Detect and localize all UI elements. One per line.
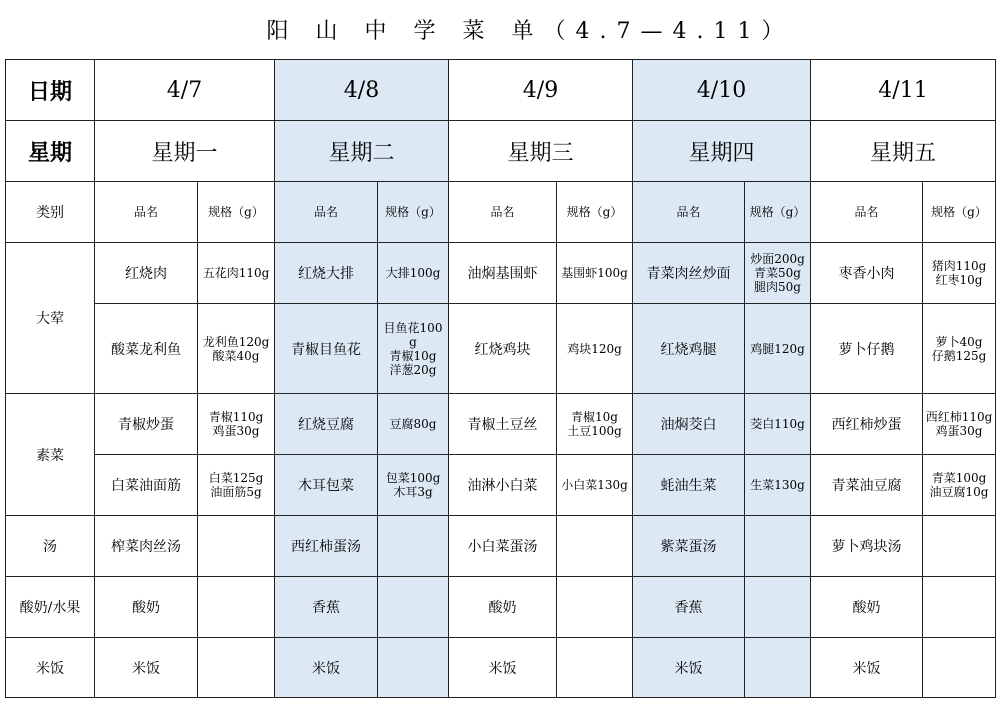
spec-line: 木耳3g bbox=[393, 485, 433, 499]
empty-spec bbox=[378, 516, 449, 577]
empty-spec bbox=[745, 577, 811, 638]
soup-name: 萝卜鸡块汤 bbox=[811, 516, 923, 577]
spec-line: 鸡腿120g bbox=[750, 341, 805, 356]
dish-name: 红烧肉 bbox=[95, 243, 198, 304]
spec-line: 青菜100g bbox=[931, 471, 987, 485]
empty-spec bbox=[198, 516, 275, 577]
spec-line: 青椒10g bbox=[571, 410, 618, 424]
empty-spec bbox=[198, 638, 275, 698]
dish-spec bbox=[198, 304, 275, 394]
rice-name: 米饭 bbox=[275, 638, 378, 698]
category-header: 类别 bbox=[6, 182, 95, 243]
veg-row-2 bbox=[6, 455, 996, 516]
fruit-name: 酸奶 bbox=[811, 577, 923, 638]
category-fruit: 酸奶/水果 bbox=[6, 577, 95, 638]
category-soup: 汤 bbox=[6, 516, 95, 577]
spec-header: 规格（g） bbox=[745, 182, 811, 243]
rice-name: 米饭 bbox=[449, 638, 557, 698]
empty-spec bbox=[198, 577, 275, 638]
dish-name: 油焖基围虾 bbox=[449, 243, 557, 304]
dish-spec bbox=[198, 455, 275, 516]
category-rice: 米饭 bbox=[6, 638, 95, 698]
dish-spec bbox=[923, 304, 996, 394]
item-header: 品名 bbox=[811, 182, 923, 243]
spec-line: 土豆100g bbox=[567, 424, 622, 438]
spec-line: 小白菜130g bbox=[561, 478, 628, 492]
rice-name: 米饭 bbox=[633, 638, 745, 698]
spec-line: 豆腐80g bbox=[389, 417, 437, 431]
dish-name: 红烧鸡腿 bbox=[633, 304, 745, 394]
dish-spec bbox=[923, 455, 996, 516]
page-title: 阳 山 中 学 菜 单（4.7—4.11） bbox=[266, 19, 794, 44]
spec-line: 萝卜40g bbox=[935, 334, 983, 349]
veg-row-1 bbox=[6, 394, 996, 455]
weekday-row bbox=[6, 121, 996, 182]
empty-spec bbox=[557, 638, 633, 698]
spec-line: 鸡蛋30g bbox=[212, 424, 260, 438]
dish-name: 红烧鸡块 bbox=[449, 304, 557, 394]
soup-row bbox=[6, 516, 996, 577]
dish-spec bbox=[378, 455, 449, 516]
empty-spec bbox=[378, 577, 449, 638]
category-meat: 大荤 bbox=[6, 243, 95, 394]
meat-row-1 bbox=[6, 243, 996, 304]
dish-name: 萝卜仔鹅 bbox=[811, 304, 923, 394]
spec-line: 龙利鱼120g bbox=[202, 334, 270, 349]
dish-name: 蚝油生菜 bbox=[633, 455, 745, 516]
menu-table bbox=[5, 59, 996, 698]
date-cell: 4/7 bbox=[95, 60, 275, 121]
dish-spec bbox=[557, 455, 633, 516]
soup-name: 西红柿蛋汤 bbox=[275, 516, 378, 577]
date-cell: 4/8 bbox=[275, 60, 449, 121]
date-label: 日期 bbox=[6, 60, 95, 121]
dish-name: 青菜肉丝炒面 bbox=[633, 243, 745, 304]
empty-spec bbox=[557, 577, 633, 638]
fruit-name: 香蕉 bbox=[633, 577, 745, 638]
dish-spec bbox=[557, 243, 633, 304]
dish-name: 青菜油豆腐 bbox=[811, 455, 923, 516]
dish-spec bbox=[745, 243, 811, 304]
dish-spec bbox=[745, 455, 811, 516]
spec-line: 五花肉110g bbox=[202, 266, 270, 280]
dish-name: 青椒土豆丝 bbox=[449, 394, 557, 455]
spec-line: 仔鹅125g bbox=[931, 348, 987, 363]
spec-line: 包菜100g bbox=[385, 471, 441, 485]
rice-name: 米饭 bbox=[811, 638, 923, 698]
spec-line: 猪肉110g bbox=[931, 259, 987, 273]
dish-spec bbox=[378, 243, 449, 304]
soup-name: 小白菜蛋汤 bbox=[449, 516, 557, 577]
dish-name: 枣香小肉 bbox=[811, 243, 923, 304]
date-cell: 4/10 bbox=[633, 60, 811, 121]
dish-spec bbox=[557, 394, 633, 455]
fruit-row bbox=[6, 577, 996, 638]
spec-line: 生菜130g bbox=[750, 478, 805, 492]
dish-name: 西红柿炒蛋 bbox=[811, 394, 923, 455]
dish-name: 木耳包菜 bbox=[275, 455, 378, 516]
empty-spec bbox=[923, 638, 996, 698]
dish-name: 青椒目鱼花 bbox=[275, 304, 378, 394]
spec-header: 规格（g） bbox=[198, 182, 275, 243]
fruit-name: 香蕉 bbox=[275, 577, 378, 638]
date-cell: 4/9 bbox=[449, 60, 633, 121]
category-veg: 素菜 bbox=[6, 394, 95, 516]
empty-spec bbox=[745, 516, 811, 577]
dish-spec bbox=[378, 304, 449, 394]
dish-name: 油焖茭白 bbox=[633, 394, 745, 455]
spec-header: 规格（g） bbox=[923, 182, 996, 243]
fruit-name: 酸奶 bbox=[449, 577, 557, 638]
spec-line: 西红柿110g bbox=[925, 410, 993, 424]
fruit-name: 酸奶 bbox=[95, 577, 198, 638]
spec-line: 目鱼花100g bbox=[383, 320, 443, 349]
dish-spec bbox=[923, 394, 996, 455]
dish-spec bbox=[557, 304, 633, 394]
date-row bbox=[6, 60, 996, 121]
dish-name: 油淋小白菜 bbox=[449, 455, 557, 516]
dish-spec bbox=[198, 394, 275, 455]
rice-row bbox=[6, 638, 996, 698]
spec-line: 红枣10g bbox=[935, 273, 983, 287]
spec-line: 白菜125g bbox=[208, 471, 264, 485]
item-header: 品名 bbox=[633, 182, 745, 243]
spec-line: 茭白110g bbox=[750, 417, 805, 431]
weekday-cell: 星期五 bbox=[811, 121, 996, 182]
item-header: 品名 bbox=[95, 182, 198, 243]
spec-line: 腿肉50g bbox=[754, 280, 801, 294]
spec-line: 基围虾100g bbox=[561, 266, 628, 280]
item-header: 品名 bbox=[449, 182, 557, 243]
spec-line: 大排100g bbox=[385, 266, 441, 280]
spec-line: 鸡块120g bbox=[567, 341, 622, 356]
dish-name: 白菜油面筋 bbox=[95, 455, 198, 516]
soup-name: 紫菜蛋汤 bbox=[633, 516, 745, 577]
dish-spec bbox=[745, 394, 811, 455]
spec-line: 鸡蛋30g bbox=[935, 424, 983, 438]
weekday-cell: 星期三 bbox=[449, 121, 633, 182]
weekday-cell: 星期一 bbox=[95, 121, 275, 182]
meat-row-2 bbox=[6, 304, 996, 394]
weekday-cell: 星期四 bbox=[633, 121, 811, 182]
dish-spec bbox=[378, 394, 449, 455]
empty-spec bbox=[557, 516, 633, 577]
item-header: 品名 bbox=[275, 182, 378, 243]
spec-line: 炒面200g bbox=[750, 252, 805, 266]
spec-line: 洋葱20g bbox=[389, 362, 437, 377]
dish-spec bbox=[745, 304, 811, 394]
date-cell: 4/11 bbox=[811, 60, 996, 121]
weekday-cell: 星期二 bbox=[275, 121, 449, 182]
dish-spec bbox=[923, 243, 996, 304]
spec-line: 青椒10g bbox=[389, 348, 437, 363]
empty-spec bbox=[923, 516, 996, 577]
spec-line: 青菜50g bbox=[754, 266, 801, 280]
empty-spec bbox=[745, 638, 811, 698]
dish-name: 酸菜龙利鱼 bbox=[95, 304, 198, 394]
dish-name: 青椒炒蛋 bbox=[95, 394, 198, 455]
dish-name: 红烧豆腐 bbox=[275, 394, 378, 455]
weekday-label: 星期 bbox=[6, 121, 95, 182]
spec-line: 青椒110g bbox=[208, 410, 264, 424]
spec-header: 规格（g） bbox=[557, 182, 633, 243]
spec-header: 规格（g） bbox=[378, 182, 449, 243]
dish-name: 红烧大排 bbox=[275, 243, 378, 304]
empty-spec bbox=[378, 638, 449, 698]
spec-line: 酸菜40g bbox=[212, 348, 260, 363]
rice-name: 米饭 bbox=[95, 638, 198, 698]
dish-spec bbox=[198, 243, 275, 304]
spec-line: 油面筋5g bbox=[210, 485, 262, 499]
column-header-row bbox=[6, 182, 996, 243]
soup-name: 榨菜肉丝汤 bbox=[95, 516, 198, 577]
empty-spec bbox=[923, 577, 996, 638]
spec-line: 油豆腐10g bbox=[929, 485, 989, 499]
